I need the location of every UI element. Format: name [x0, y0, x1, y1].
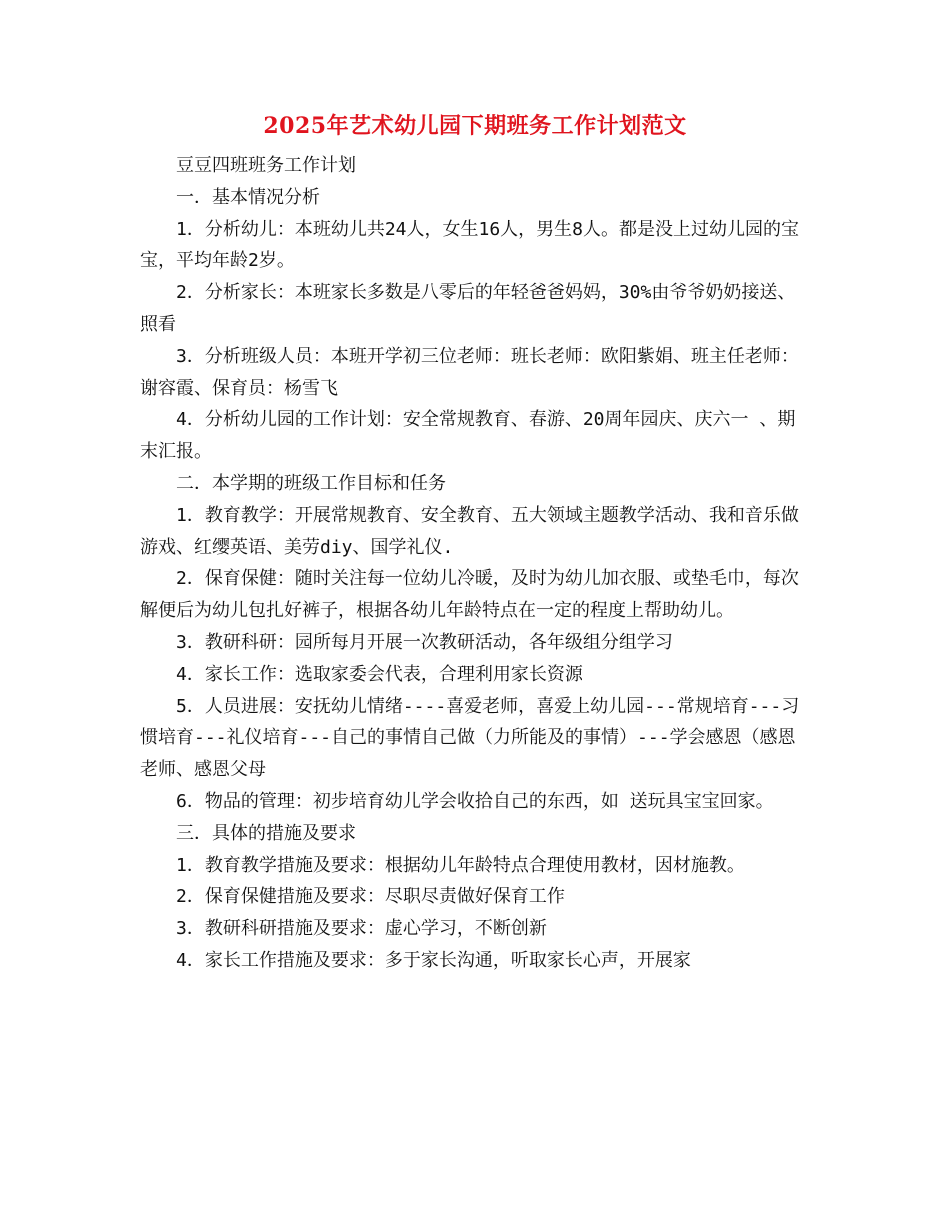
paragraph: 1．教育教学：开展常规教育、安全教育、五大领域主题教学活动、我和音乐做游戏、红缨英语、美劳diy、国学礼仪.: [140, 504, 799, 558]
paragraph: 3．分析班级人员：本班开学初三位老师：班长老师：欧阳紫娟、班主任老师：谢容霞、保育员：杨雪飞: [140, 345, 799, 399]
paragraph: 4．分析幼儿园的工作计划：安全常规教育、春游、20周年园庆、庆六一 、期末汇报。: [140, 409, 796, 463]
paragraph: 3．教研科研措施及要求：虚心学习，不断创新: [176, 918, 547, 940]
section-heading-3: 三．具体的措施及要求: [176, 822, 356, 844]
section-heading-1: 一．基本情况分析: [176, 186, 320, 208]
paragraph: 5．人员进展：安抚幼儿情绪----喜爱老师，喜爱上幼儿园---常规培育---习惯培育---礼仪培育---自己的事情自己做（力所能及的事情）---学会感恩（感恩老师、感恩父母: [140, 695, 800, 781]
paragraph: 4．家长工作措施及要求：多于家长沟通，听取家长心声，开展家: [176, 949, 691, 971]
paragraph: 3．教研科研：园所每月开展一次教研活动，各年级组分组学习: [176, 631, 673, 653]
paragraph: 4．家长工作：选取家委会代表，合理利用家长资源: [176, 663, 583, 685]
document-title: 2025年艺术幼儿园下期班务工作计划范文: [263, 113, 687, 139]
paragraph: 1．分析幼儿：本班幼儿共24人，女生16人，男生8人。都是没上过幼儿园的宝宝，平均年龄2岁。: [140, 218, 800, 272]
paragraph: 1．教育教学措施及要求：根据幼儿年龄特点合理使用教材，因材施教。: [176, 854, 745, 876]
paragraph: 6．物品的管理：初步培育幼儿学会收拾自己的东西，如 送玩具宝宝回家。: [176, 790, 774, 812]
paragraph: 2．分析家长：本班家长多数是八零后的年轻爸爸妈妈，30%由爷爷奶奶接送、照看: [140, 282, 796, 335]
document-body: [140, 150, 810, 977]
paragraph: 2．保育保健措施及要求：尽职尽责做好保育工作: [176, 886, 565, 908]
paragraph: 2．保育保健：随时关注每一位幼儿冷暖，及时为幼儿加衣服、或垫毛巾，每次解便后为幼儿包扎好裤子，根据各幼儿年龄特点在一定的程度上帮助幼儿。: [140, 568, 799, 622]
subtitle-paragraph: 豆豆四班班务工作计划: [176, 155, 356, 176]
section-heading-2: 二．本学期的班级工作目标和任务: [176, 472, 446, 494]
